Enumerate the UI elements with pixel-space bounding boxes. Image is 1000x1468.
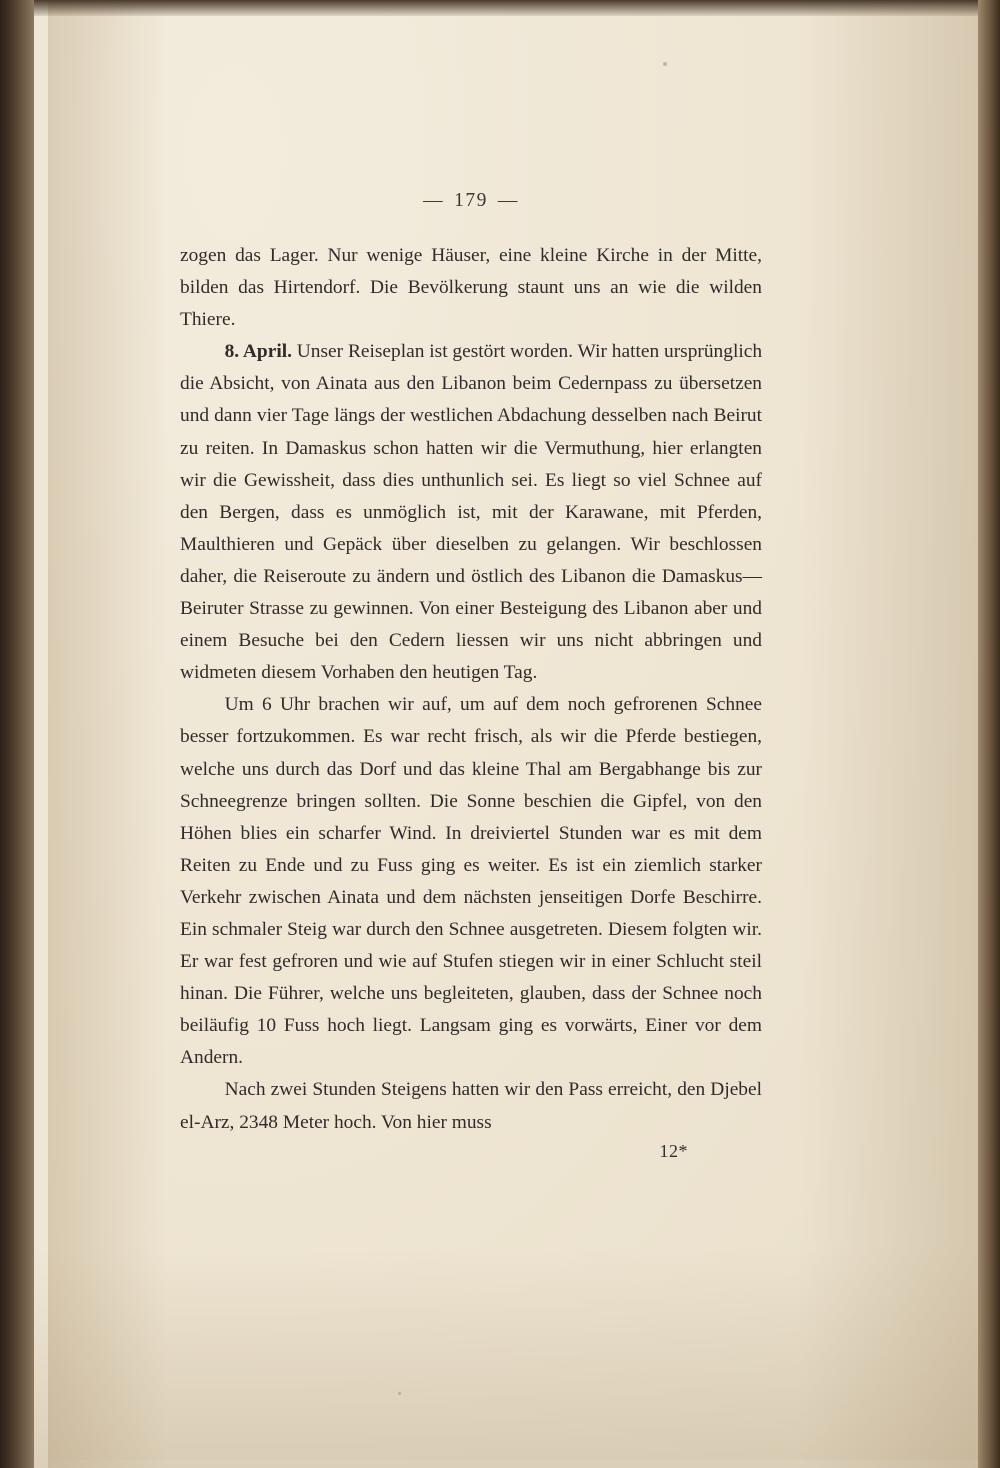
folio-dash-right: — <box>497 190 519 211</box>
paragraph-2 <box>180 336 762 689</box>
book-edge-bottom <box>0 1442 1000 1468</box>
page-number: 179 <box>454 190 488 211</box>
page-folio <box>180 190 762 212</box>
paragraph-2-text: Unser Reiseplan ist gestört worden. Wir hatten ursprünglich die Absicht, von Ainata aus den Libanon beim Cedernpass zu übersetzen und dann vier Tage längs der westlichen Abdachung desselben nach Beirut zu reiten. In Damaskus schon hatten wir die Vermuthung, hier erlangten wir die Gewissheit, dass dies unthunlich sei. Es liegt so viel Schnee auf den Bergen, dass es unmöglich ist, mit der Karawane, mit Pferden, Maulthieren und Gepäck über dieselben zu gelangen. Wir beschlossen daher, die Reiseroute zu ändern und östlich des Libanon die Damaskus—Beiruter Strasse zu gewinnen. Von einer Besteigung des Libanon aber und einem Besuche bei den Cedern liessen wir uns nicht abbringen und widmeten diesem Vorhaben den heutigen Tag. <box>180 341 763 684</box>
date-heading: 8. April. <box>224 341 292 363</box>
paper-shading-bottom <box>0 1248 1000 1468</box>
paragraph-1: zogen das Lager. Nur wenige Häuser, eine kleine Kirche in der Mitte, bilden das Hirtendorf. Die Bevölkerung staunt uns an wie die wilden Thiere. <box>180 245 762 331</box>
paper-speck <box>663 62 667 66</box>
book-edge-right <box>978 0 1000 1468</box>
folio-dash-left: — <box>423 190 445 211</box>
signature-mark: 12* <box>659 1140 688 1161</box>
page-content <box>180 190 762 1162</box>
paragraph-3: Um 6 Uhr brachen wir auf, um auf dem noch gefrorenen Schnee besser fortzukommen. Es war recht frisch, als wir die Pferde bestiegen, welche uns durch das Dorf und das kleine Thal am Bergabhange bis zur Schneegrenze bringen sollten. Die Sonne beschien die Gipfel, von den Höhen blies ein scharfer Wind. In dreiviertel Stunden war es mit dem Reiten zu Ende und zu Fuss ging es weiter. Es ist ein ziemlich starker Verkehr zwischen Ainata und dem nächsten jenseitigen Dorfe Beschirre. Ein schmaler Steig war durch den Schnee ausgetreten. Diesem folgten wir. Er war fest gefroren und wie auf Stufen stiegen wir in einer Schlucht steil hinan. Die Führer, welche uns begleiteten, glauben, dass der Schnee noch beiläufig 10 Fuss hoch liegt. Langsam ging es vorwärts, Einer vor dem Andern. <box>180 694 762 1069</box>
paragraph-4: Nach zwei Stunden Steigens hatten wir den Pass erreicht, den Djebel el-Arz, 2348 Meter hoch. Von hier muss <box>180 1079 762 1133</box>
book-spine-edge <box>0 0 34 1468</box>
paper-speck <box>398 1392 401 1395</box>
book-edge-top <box>0 0 1000 16</box>
